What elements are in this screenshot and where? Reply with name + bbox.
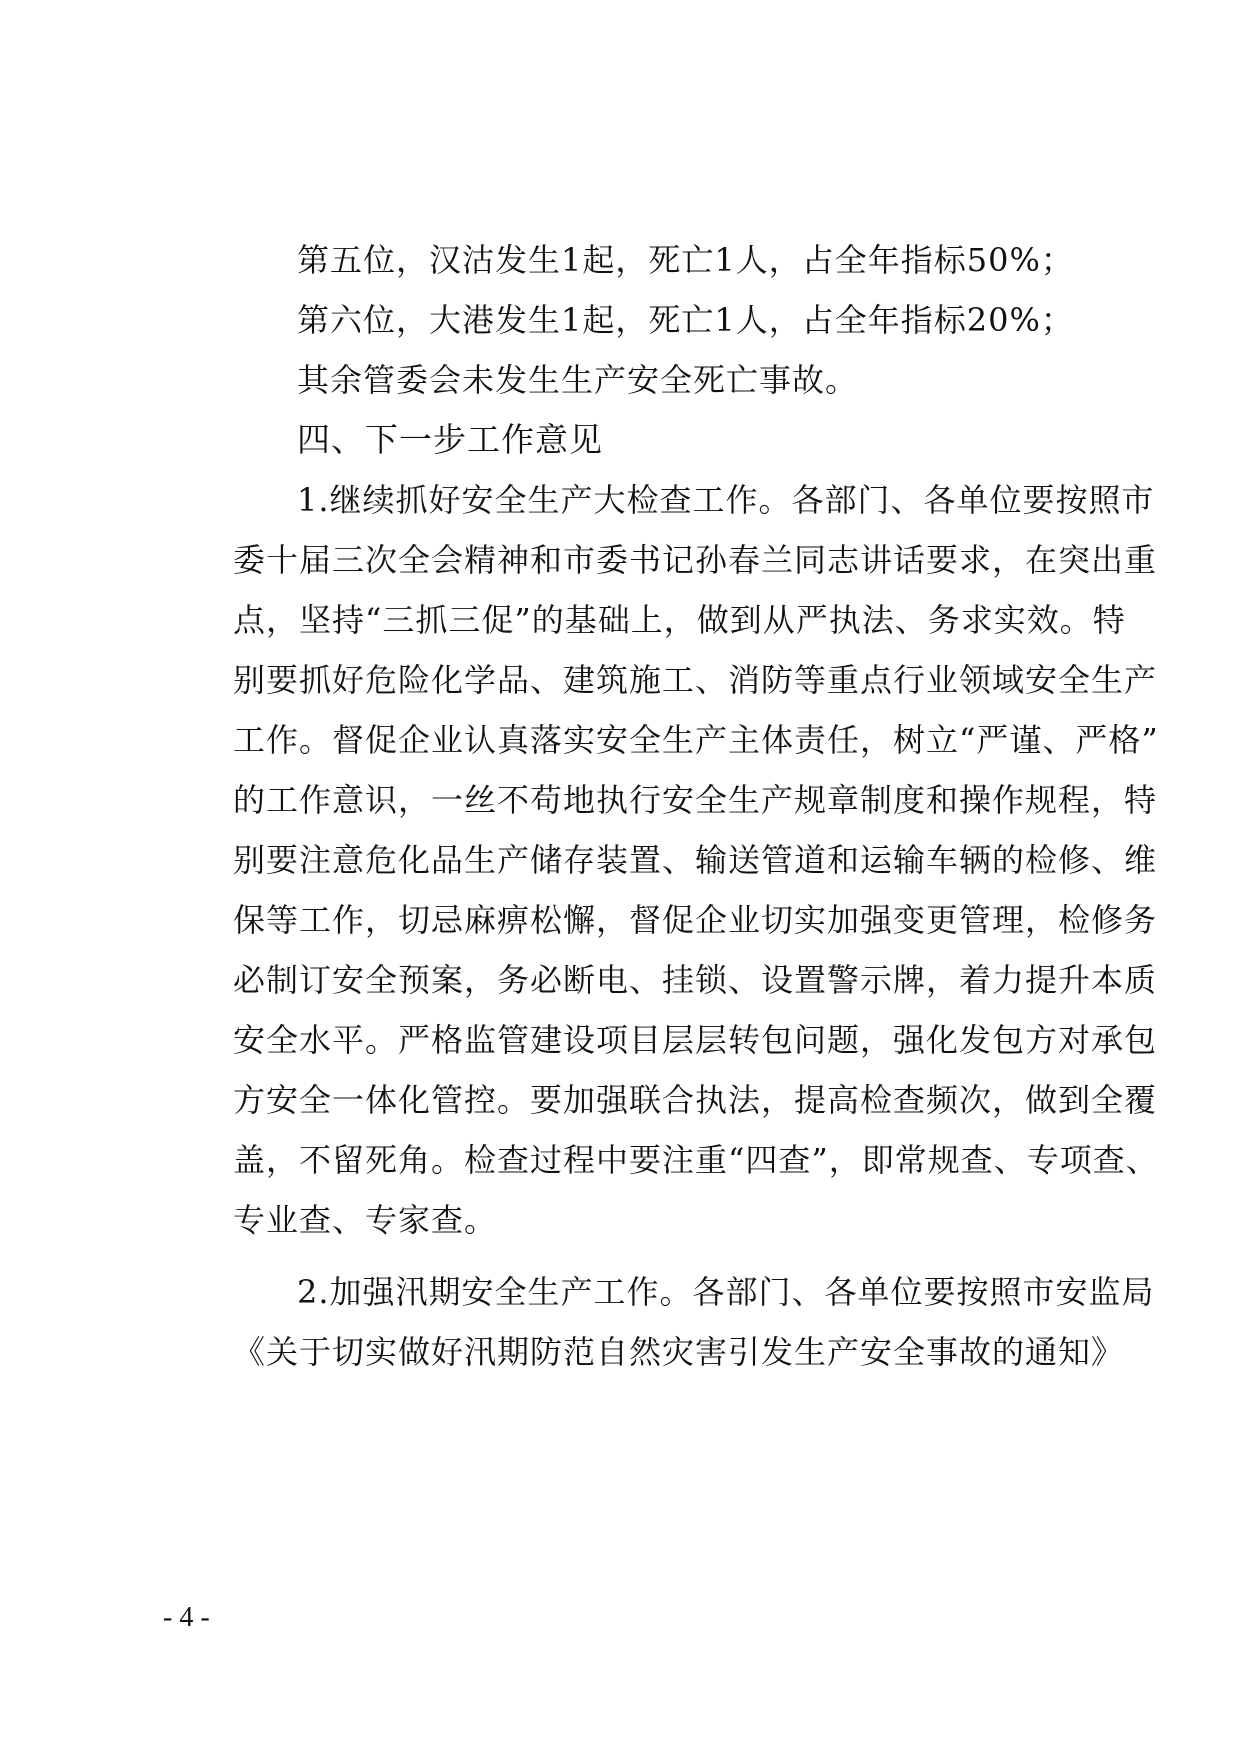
- paragraph-1-line-6: 的工作意识，一丝不苟地执行安全生产规章制度和操作规程，特: [233, 781, 1158, 819]
- remaining-committees-line: 其余管委会未发生生产安全死亡事故。: [297, 361, 859, 399]
- page-number: - 4 -: [163, 1602, 210, 1633]
- paragraph-1-line-8: 保等工作，切忌麻痹松懈，督促企业切实加强变更管理，检修务: [233, 901, 1158, 939]
- document-body: [233, 230, 1159, 1382]
- paragraph-1-line-12: 盖，不留死角。检查过程中要注重“四查”，即常规查、专项查、: [233, 1141, 1159, 1179]
- paragraph-1-line-13: 专业查、专家查。: [233, 1201, 498, 1239]
- paragraph-1-line-7: 别要注意危化品生产储存装置、输送管道和运输车辆的检修、维: [233, 841, 1158, 879]
- paragraph-1-line-5: 工作。督促企业认真落实安全生产主体责任，树立“严谨、严格”: [233, 721, 1159, 759]
- paragraph-1-line-2: 委十届三次全会精神和市委书记孙春兰同志讲话要求，在突出重: [233, 541, 1158, 579]
- paragraph-2-line-2: 《关于切实做好汛期防范自然灾害引发生产安全事故的通知》: [233, 1333, 1125, 1371]
- paragraph-1-line-4: 别要抓好危险化学品、建筑施工、消防等重点行业领域安全生产: [233, 661, 1158, 699]
- section-heading: 四、下一步工作意见: [297, 420, 603, 459]
- paragraph-1-line-10: 安全水平。严格监管建设项目层层转包问题，强化发包方对承包: [233, 1021, 1158, 1059]
- paragraph-2-line-1: 2.加强汛期安全生产工作。各部门、各单位要按照市安监局: [297, 1273, 1155, 1311]
- paragraph-1-line-3: 点，坚持“三抓三促”的基础上，做到从严执法、务求实效。特: [233, 601, 1126, 639]
- paragraph-1-line-1: 1.继续抓好安全生产大检查工作。各部门、各单位要按照市: [297, 481, 1155, 519]
- ranking-line-sixth: 第六位，大港发生1起，死亡1人，占全年指标20%；: [297, 301, 1074, 339]
- paragraph-1-line-9: 必制订安全预案，务必断电、挂锁、设置警示牌，着力提升本质: [233, 961, 1158, 999]
- ranking-line-fifth: 第五位，汉沽发生1起，死亡1人，占全年指标50%；: [297, 241, 1074, 279]
- paragraph-1-line-11: 方安全一体化管控。要加强联合执法，提高检查频次，做到全覆: [233, 1081, 1158, 1119]
